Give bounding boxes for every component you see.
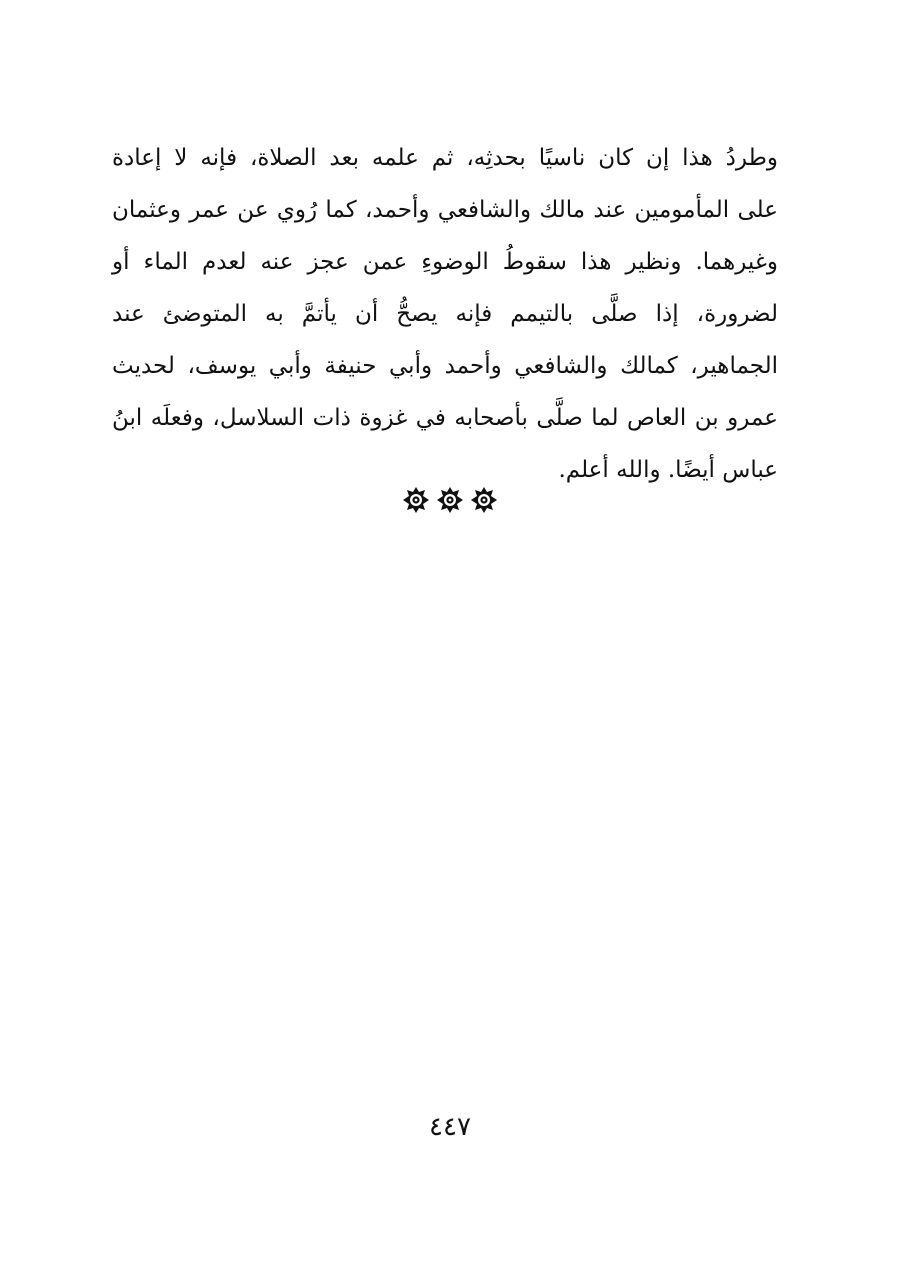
star-flower-ornament-icon [471,487,497,513]
text-line: وطردُ هذا إن كان ناسيًا بحدثِه، ثم علمه بعد الصلاة، فإنه لا إعادة [112,145,778,171]
text-line: وغيرهما. ونظير هذا سقوطُ الوضوءِ عمن عجز عنه لعدم الماء أو [112,249,778,275]
text-line: الجماهير، كمالك والشافعي وأحمد وأبي حنيفة وأبي يوسف، لحديث [112,353,778,379]
text-line-last: عباس أيضًا. والله أعلم. [558,457,778,483]
text-line: عمرو بن العاص لما صلَّى بأصحابه في غزوة ذات السلاسل، وفعلَه ابنُ [112,405,778,431]
page-number: ٤٤٧ [429,1112,471,1142]
star-flower-ornament-icon [403,487,429,513]
body-text [112,132,778,496]
star-flower-ornament-icon [437,487,463,513]
section-divider [0,487,900,513]
text-line: لضرورة، إذا صلَّى بالتيمم فإنه يصحُّ أن يأتمَّ به المتوضئ عند [112,301,778,327]
text-line: على المأمومين عند مالك والشافعي وأحمد، كما رُوي عن عمر وعثمان [112,197,778,223]
